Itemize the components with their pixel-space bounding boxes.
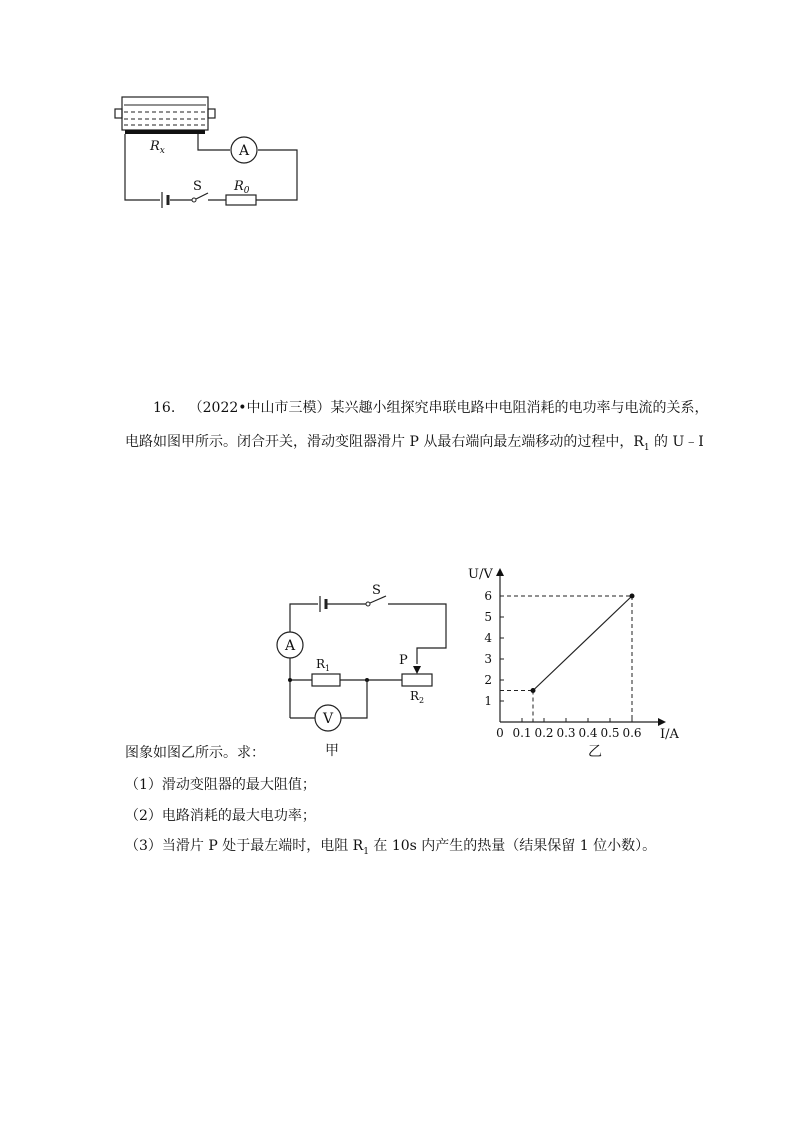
- question-line-1: [153, 398, 709, 418]
- container-right-tab: [208, 109, 215, 118]
- r0-resistor: [226, 195, 256, 205]
- x-tick-label: 0.5: [600, 726, 620, 740]
- question-text-1: 某兴趣小组探究串联电路中电阻消耗的电功率与电流的关系，: [330, 400, 709, 416]
- top-circuit-diagram: [110, 90, 310, 215]
- question-line-2: [125, 432, 704, 458]
- x-tick-label: 0.1: [512, 726, 532, 740]
- wire: [388, 604, 446, 664]
- switch-contact: [366, 602, 370, 606]
- switch-contact: [192, 198, 196, 202]
- y-axis-arrow: [496, 568, 504, 576]
- y-tick-label: 1: [484, 694, 492, 708]
- container-left-tab: [115, 109, 122, 118]
- y-axis-label: U/V: [468, 567, 493, 582]
- r0-label: $R_0$: [234, 179, 250, 196]
- x-tick-label: 0.4: [578, 726, 598, 740]
- y-tick-label: 4: [484, 631, 492, 645]
- subscript: 1: [363, 846, 369, 857]
- r1-resistor: [312, 674, 340, 686]
- rx-resistor-strip: [125, 130, 205, 134]
- y-tick-label: 2: [484, 673, 492, 687]
- wire: [290, 604, 318, 632]
- switch-label: S: [193, 179, 202, 194]
- r2-rheostat: [402, 674, 432, 686]
- question-text-2: 电路如图甲所示。闭合开关，滑动变阻器滑片 P 从最右端向最左端移动的过程中，R: [125, 434, 644, 450]
- y-tick-label: 3: [484, 652, 492, 666]
- question-item-3: [125, 836, 656, 862]
- x-tick-label: 0.2: [534, 726, 554, 740]
- question-line-3: 图象如图乙所示。求：: [125, 745, 265, 761]
- question-text-2-end: 的 U﹣I: [649, 434, 704, 450]
- voltmeter-label: V: [322, 711, 334, 727]
- x-tick-label: 0.3: [556, 726, 576, 740]
- question-item-3-text: （3）当滑片 P 处于最左端时，电阻 R: [125, 838, 364, 854]
- x-tick-label: 0: [496, 726, 504, 740]
- switch-label: S: [372, 583, 381, 598]
- r1-label: $R_1$: [316, 657, 331, 673]
- ui-graph-yi: [460, 562, 690, 762]
- wire: [198, 134, 230, 150]
- caption-yi: 乙: [588, 744, 602, 760]
- wire: [256, 150, 297, 200]
- ammeter-label: A: [284, 638, 296, 654]
- question-item-1: （1）滑动变阻器的最大阻值；: [125, 777, 316, 793]
- ammeter-label: A: [238, 143, 250, 159]
- slider-arrow: [413, 666, 421, 674]
- question-source: （2022•中山市三模）: [188, 400, 331, 416]
- question-item-3-end: 在 10s 内产生的热量（结果保留 1 位小数）。: [368, 838, 657, 854]
- x-tick-label: 0.6: [622, 726, 642, 740]
- subscript: 1: [643, 442, 650, 453]
- rx-label: $R_x$: [150, 139, 165, 156]
- junction-dot: [288, 678, 292, 682]
- y-tick-label: 5: [484, 610, 492, 624]
- x-axis-arrow: [658, 718, 666, 726]
- question-number: 16.: [153, 400, 176, 416]
- wire: [341, 680, 367, 718]
- u-i-line: [533, 596, 632, 691]
- r2-label: $R_2$: [410, 689, 425, 705]
- caption-jia: 甲: [325, 743, 339, 758]
- x-axis-label: I/A: [660, 727, 679, 742]
- slider-label: P: [399, 653, 408, 668]
- circuit-jia-diagram: [270, 578, 460, 758]
- question-item-2: （2）电路消耗的最大电功率；: [125, 808, 316, 824]
- data-point: [630, 594, 635, 599]
- y-tick-label: 6: [484, 589, 492, 603]
- data-point: [531, 688, 536, 693]
